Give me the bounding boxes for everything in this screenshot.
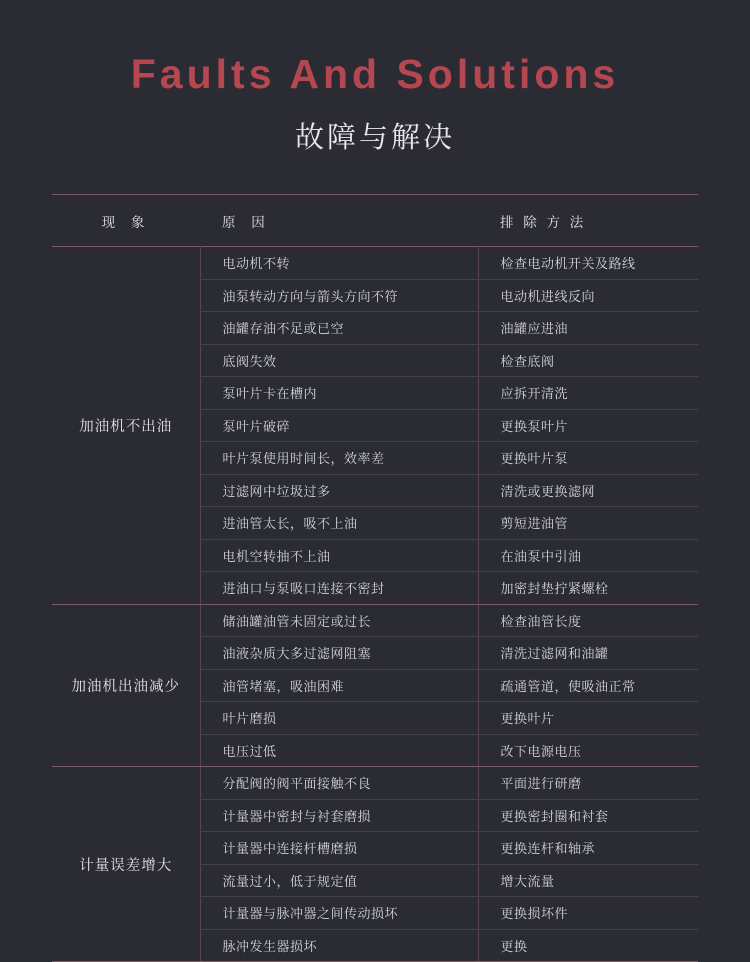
- solution-cell: 更换损坏件: [478, 897, 698, 930]
- table-header-row: [52, 195, 698, 247]
- table-row: [52, 247, 698, 280]
- solution-cell: 改下电源电压: [478, 734, 698, 767]
- solution-cell: 检查油管长度: [478, 604, 698, 637]
- cause-cell: 泵叶片卡在槽内: [200, 377, 478, 410]
- solution-cell: 增大流量: [478, 864, 698, 897]
- cause-cell: 油管堵塞，吸油困难: [200, 669, 478, 702]
- column-header-cause: 原 因: [222, 214, 271, 230]
- cause-cell: 油液杂质大多过滤网阻塞: [200, 637, 478, 670]
- solution-cell: 检查电动机开关及路线: [478, 247, 698, 280]
- table-row: [52, 767, 698, 800]
- phenomenon-cell: 加油机不出油: [52, 247, 200, 605]
- cause-cell: 进油管太长，吸不上油: [200, 507, 478, 540]
- solution-cell: 油罐应进油: [478, 312, 698, 345]
- column-header-phenomenon: 现 象: [101, 214, 151, 230]
- solution-cell: 清洗或更换滤网: [478, 474, 698, 507]
- cause-cell: 油罐存油不足或已空: [200, 312, 478, 345]
- cause-cell: 进油口与泵吸口连接不密封: [200, 572, 478, 605]
- table-row: [52, 604, 698, 637]
- solution-cell: 更换: [478, 929, 698, 961]
- solution-cell: 更换叶片: [478, 702, 698, 735]
- cause-cell: 底阀失效: [200, 344, 478, 377]
- solution-cell: 更换叶片泵: [478, 442, 698, 475]
- cause-cell: 叶片磨损: [200, 702, 478, 735]
- table-header: [52, 195, 698, 247]
- cause-cell: 流量过小，低于规定值: [200, 864, 478, 897]
- page-title-cn: 故障与解决: [294, 122, 455, 155]
- cause-cell: 储油罐油管未固定或过长: [200, 604, 478, 637]
- cause-cell: 脉冲发生器损坏: [200, 929, 478, 961]
- solution-cell: 加密封垫拧紧螺栓: [478, 572, 698, 605]
- solution-cell: 平面进行研磨: [478, 767, 698, 800]
- phenomenon-cell: 计量误差增大: [79, 857, 173, 874]
- cause-cell: 分配阀的阀平面接触不良: [200, 767, 478, 800]
- phenomenon-cell: 加油机出油减少: [52, 604, 200, 767]
- page-title-en: Faults And Solutions: [130, 51, 620, 97]
- solution-cell: 更换连杆和轴承: [478, 832, 698, 865]
- cause-cell: 电压过低: [200, 734, 478, 767]
- cause-cell: 电机空转抽不上油: [200, 539, 478, 572]
- cause-cell: 油泵转动方向与箭头方向不符: [200, 279, 478, 312]
- solution-cell: 电动机进线反向: [478, 279, 698, 312]
- solution-cell: 清洗过滤网和油罐: [478, 637, 698, 670]
- cause-cell: 电动机不转: [200, 247, 478, 280]
- column-header-solution: 排 除 方 法: [500, 214, 587, 230]
- cause-cell: 计量器中密封与衬套磨损: [200, 799, 478, 832]
- solution-cell: 在油泵中引油: [478, 539, 698, 572]
- solution-cell: 更换泵叶片: [478, 409, 698, 442]
- solution-cell: 更换密封圈和衬套: [478, 799, 698, 832]
- solution-cell: 疏通管道，使吸油正常: [478, 669, 698, 702]
- cause-cell: 过滤网中垃圾过多: [200, 474, 478, 507]
- faults-table-wrapper: [52, 194, 698, 962]
- table-body: [52, 247, 698, 962]
- solution-cell: 应拆开清洗: [478, 377, 698, 410]
- faults-table: [52, 195, 698, 961]
- cause-cell: 叶片泵使用时间长，效率差: [200, 442, 478, 475]
- cause-cell: 泵叶片破碎: [200, 409, 478, 442]
- cause-cell: 计量器与脉冲器之间传动损坏: [200, 897, 478, 930]
- cause-cell: 计量器中连接杆槽磨损: [200, 832, 478, 865]
- solution-cell: 剪短进油管: [478, 507, 698, 540]
- solution-cell: 检查底阀: [478, 344, 698, 377]
